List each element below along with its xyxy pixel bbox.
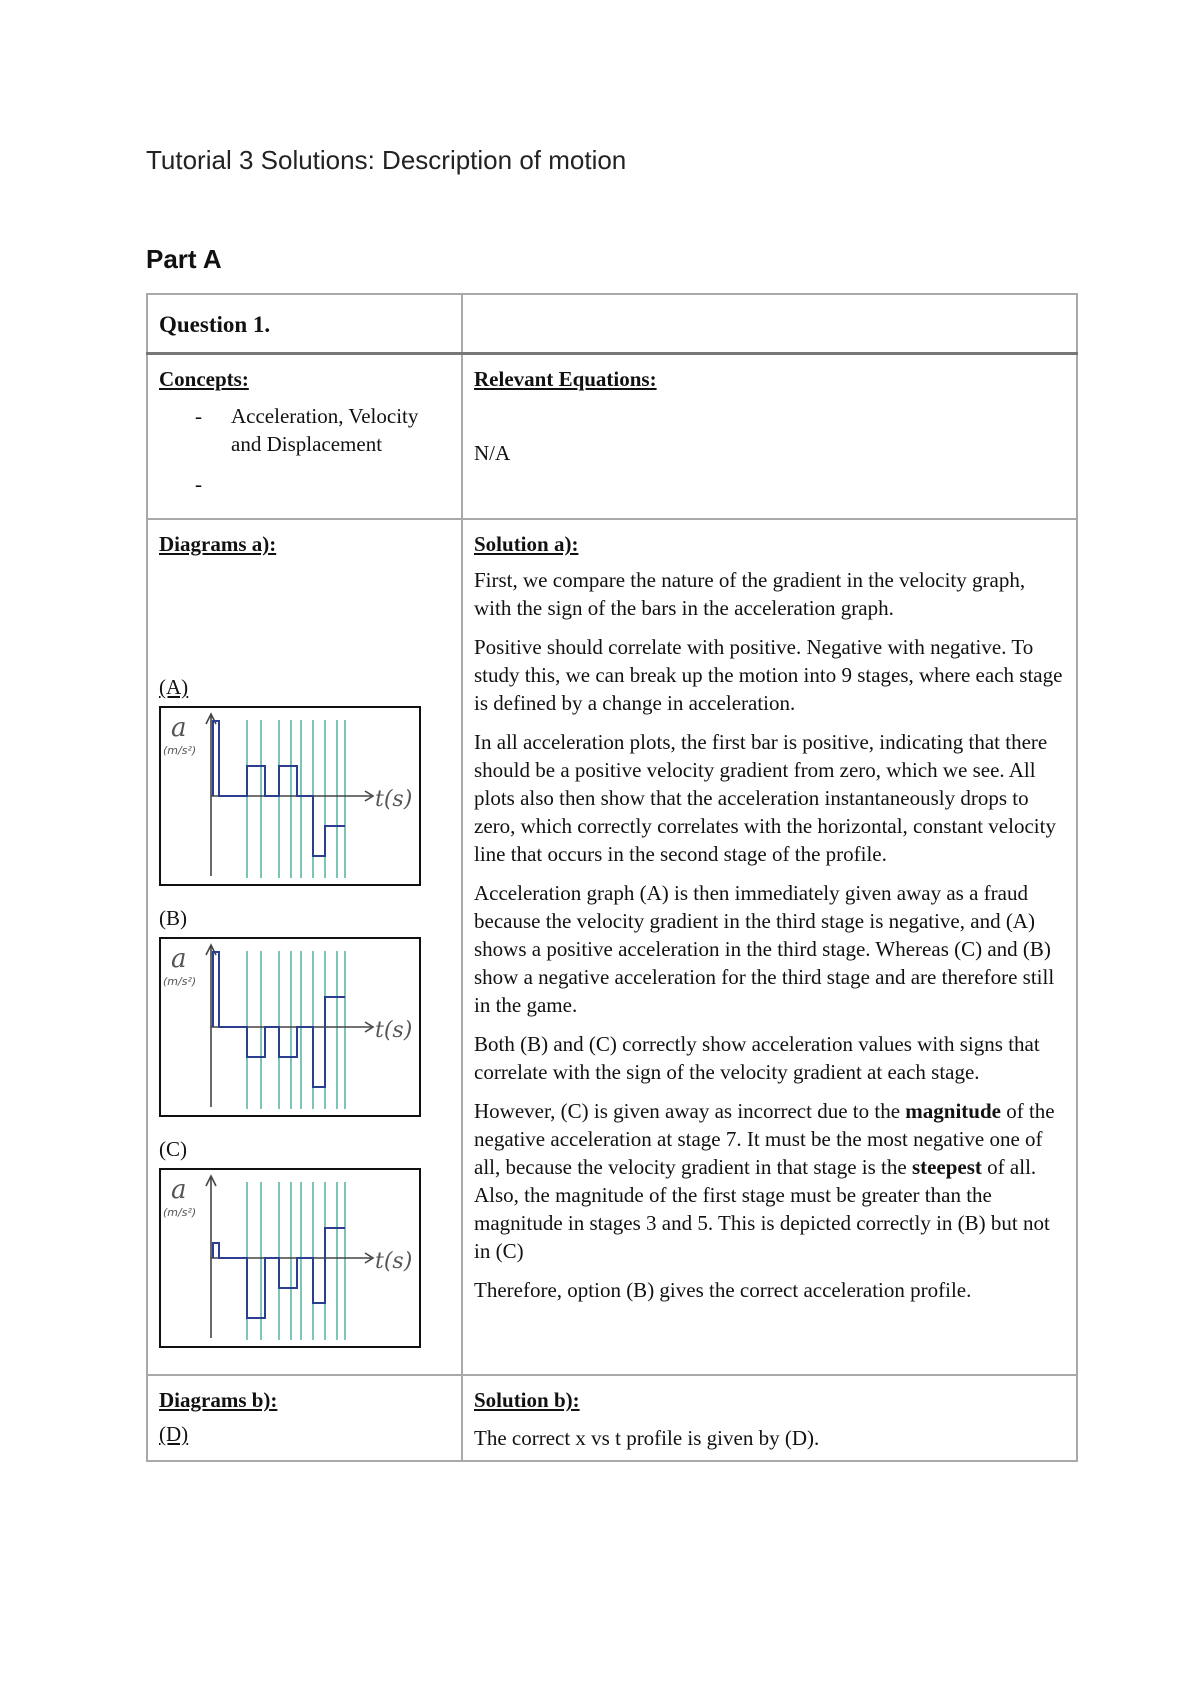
part-a-row bbox=[147, 519, 1077, 1375]
x-axis-label: t(s) bbox=[375, 787, 413, 812]
diagrams-a-heading: Diagrams a): bbox=[159, 532, 277, 556]
question-empty-cell bbox=[462, 294, 1077, 354]
y-axis-unit: (m/s²) bbox=[163, 1206, 197, 1219]
question-label-cell bbox=[147, 294, 462, 354]
plot-d-label: (D) bbox=[159, 1422, 189, 1446]
solution-a-cell bbox=[462, 519, 1077, 1375]
diagrams-b-heading: Diagrams b): bbox=[159, 1388, 278, 1412]
plot-c-label: (C) bbox=[159, 1137, 187, 1161]
solution-a-paragraph: Acceleration graph (A) is then immediately given away as a fraud because the velocity gradient in the third stage is negative, and (A) shows a positive acceleration in the third stage. Whereas (C) and (B) show a negative acceleration for the third stage and are therefore still in the game. bbox=[474, 881, 1055, 1017]
question-label: Question 1. bbox=[159, 312, 271, 337]
solution-a-paragraph: Both (B) and (C) correctly show acceleration values with signs that correlate with the sign of the velocity gradient at each stage. bbox=[474, 1032, 1040, 1084]
concept-item: - Acceleration, Velocity and Displacement bbox=[159, 402, 451, 458]
y-axis-unit: (m/s²) bbox=[163, 975, 197, 988]
diagrams-a-cell bbox=[147, 519, 462, 1375]
acceleration-plot-a bbox=[159, 706, 421, 886]
solution-a-paragraph bbox=[474, 1097, 1066, 1265]
x-axis-label: t(s) bbox=[375, 1018, 413, 1043]
y-axis-label: a bbox=[171, 1175, 187, 1205]
plot-b-label: (B) bbox=[159, 906, 187, 930]
part-b-row bbox=[147, 1375, 1077, 1461]
y-axis-unit: (m/s²) bbox=[163, 744, 197, 757]
concepts-heading: Concepts: bbox=[159, 367, 249, 391]
p6-text: However, (C) is given away as incorrect due to the bbox=[474, 1099, 906, 1123]
solution-a-paragraph: Positive should correlate with positive. Negative with negative. To study this, we can break up the motion into 9 stages, where each stage is defined by a change in acceleration. bbox=[474, 635, 1063, 715]
equations-heading: Relevant Equations: bbox=[474, 367, 657, 391]
part-heading: Part A bbox=[146, 244, 222, 274]
solution-b-cell bbox=[462, 1375, 1077, 1461]
question-header-row bbox=[147, 294, 1077, 354]
solution-a-heading: Solution a): bbox=[474, 532, 579, 556]
solution-table bbox=[146, 293, 1078, 1462]
solution-b-text: The correct x vs t profile is given by (D). bbox=[474, 1426, 820, 1450]
y-axis-label: a bbox=[171, 944, 187, 974]
concepts-row bbox=[147, 354, 1077, 520]
x-axis-label: t(s) bbox=[375, 1249, 413, 1274]
equations-value: N/A bbox=[474, 441, 511, 465]
document-title: Tutorial 3 Solutions: Description of motion bbox=[146, 145, 627, 175]
solution-a-conclusion: Therefore, option (B) gives the correct acceleration profile. bbox=[474, 1278, 972, 1302]
diagrams-b-cell bbox=[147, 1375, 462, 1461]
solution-b-heading: Solution b): bbox=[474, 1388, 580, 1412]
equations-cell bbox=[462, 354, 1077, 520]
p6-emphasis-magnitude: magnitude bbox=[905, 1099, 1001, 1123]
p6-emphasis-steepest: steepest bbox=[911, 1155, 982, 1179]
plot-a-label: (A) bbox=[159, 675, 189, 699]
concept-item bbox=[159, 470, 451, 498]
p6-text: of all. Also, the magnitude of the first stage must be greater than the magnitude in stages 3 and 5. This is depicted correctly in (B) but not in (C) bbox=[474, 1155, 1050, 1263]
acceleration-plot-c bbox=[159, 1168, 421, 1348]
p6-text: of the negative acceleration at stage 7. It must be the most negative one of all, because the velocity gradient in that stage is the bbox=[474, 1099, 1055, 1179]
solution-a-paragraph: First, we compare the nature of the gradient in the velocity graph, with the sign of the bars in the acceleration graph. bbox=[474, 568, 1026, 620]
y-axis-label: a bbox=[171, 713, 187, 743]
concepts-cell bbox=[147, 354, 462, 520]
solution-a-paragraph: In all acceleration plots, the first bar is positive, indicating that there should be a positive velocity gradient from zero, which we see. All plots also then show that the acceleration instantaneously drops to zero, which correctly correlates with the horizontal, constant velocity line that occurs in the second stage of the profile. bbox=[474, 730, 1056, 866]
acceleration-plot-b bbox=[159, 937, 421, 1117]
concepts-list bbox=[159, 402, 451, 498]
